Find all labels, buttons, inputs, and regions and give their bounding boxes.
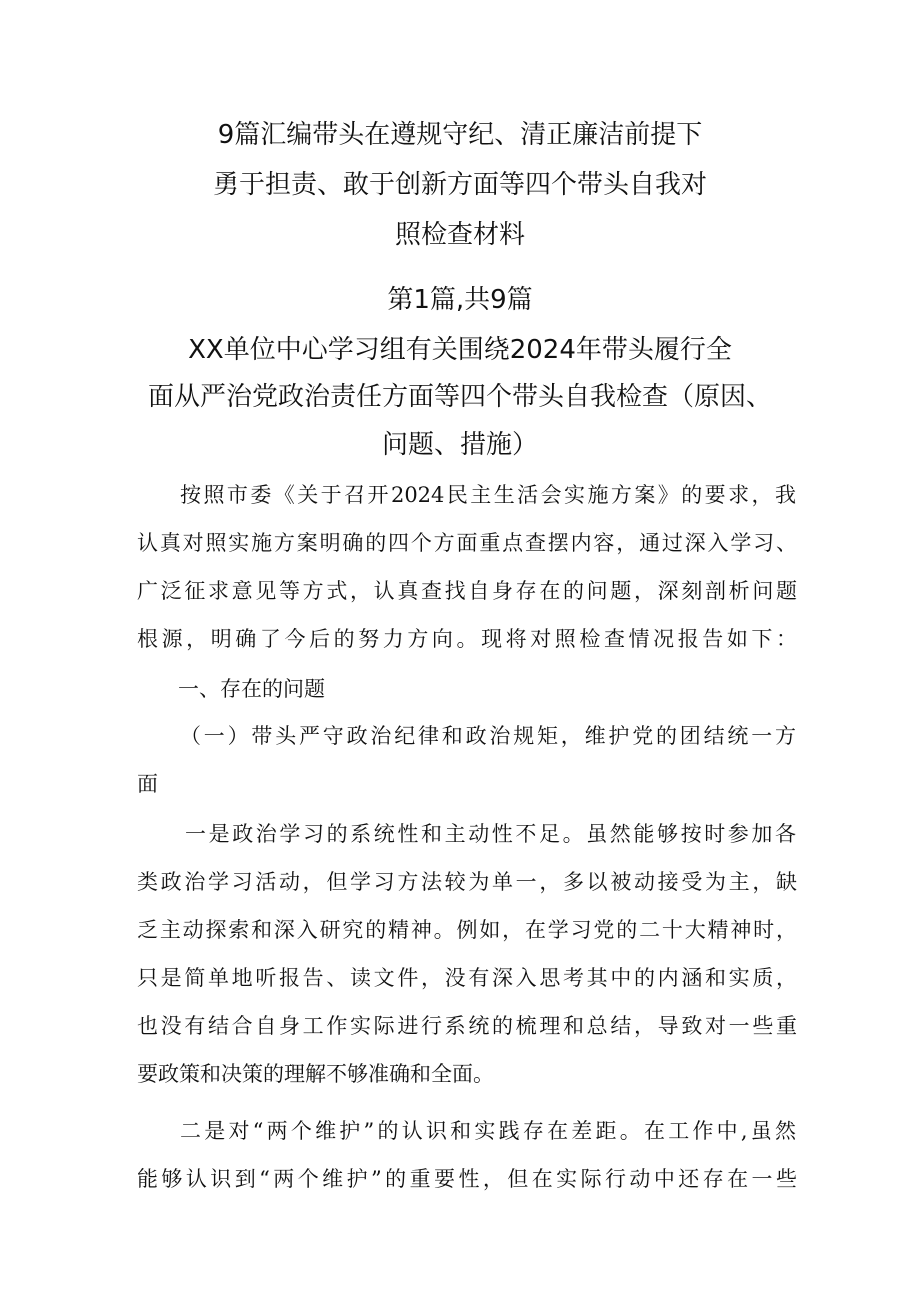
paragraph-1-line-3: 乏主动探索和深入研究的精神。例如，在学习党的二十大精神时， bbox=[137, 918, 797, 942]
paragraph-1-line-6: 要政策和决策的理解不够准确和全面。 bbox=[137, 1062, 494, 1086]
intro-line-1: 按照市委《关于召开2024民主生活会实施方案》的要求，我 bbox=[180, 483, 796, 507]
paragraph-2-line-2: 能够认识到“两个维护”的重要性，但在实际行动中还存在一些 bbox=[137, 1167, 797, 1191]
section-heading: 一、存在的问题 bbox=[178, 677, 325, 701]
main-title-line-1: 9篇汇编带头在遵规守纪、清正廉洁前提下 bbox=[217, 120, 703, 150]
paragraph-1-line-1: 一是政治学习的系统性和主动性不足。虽然能够按时参加各 bbox=[185, 822, 796, 846]
paragraph-1-line-5: 也没有结合自身工作实际进行系统的梳理和总结，导致对一些重 bbox=[137, 1014, 797, 1038]
main-title-line-3: 照检查材料 bbox=[394, 220, 525, 250]
subsection-heading-line-2: 面 bbox=[137, 772, 158, 796]
intro-line-4: 根源，明确了今后的努力方向。现将对照检查情况报告如下： bbox=[137, 627, 797, 651]
paragraph-1-line-2: 类政治学习活动，但学习方法较为单一，多以被动接受为主，缺 bbox=[137, 870, 797, 894]
subsection-heading-line-1: （一）带头严守政治纪律和政治规矩，维护党的团结统一方 bbox=[180, 724, 796, 748]
paragraph-1-line-4: 只是简单地听报告、读文件，没有深入思考其中的内涵和实质， bbox=[137, 966, 797, 990]
intro-line-2: 认真对照实施方案明确的四个方面重点查摆内容，通过深入学习、 bbox=[137, 531, 797, 555]
sub-title-line-1: XX单位中心学习组有关围绕2024年带头履行全 bbox=[188, 335, 732, 365]
sub-title-line-2: 面从严治党政治责任方面等四个带头自我检查（原因、 bbox=[147, 382, 772, 412]
intro-line-3: 广泛征求意见等方式，认真查找自身存在的问题，深刻剖析问题 bbox=[137, 579, 797, 603]
main-title-line-2: 勇于担责、敢于创新方面等四个带头自我对 bbox=[212, 170, 707, 200]
part-label: 第1篇,共9篇 bbox=[387, 285, 533, 315]
sub-title-line-3: 问题、措施） bbox=[381, 430, 538, 460]
paragraph-2-line-1: 二是对“两个维护”的认识和实践存在差距。在工作中,虽然 bbox=[180, 1119, 796, 1143]
